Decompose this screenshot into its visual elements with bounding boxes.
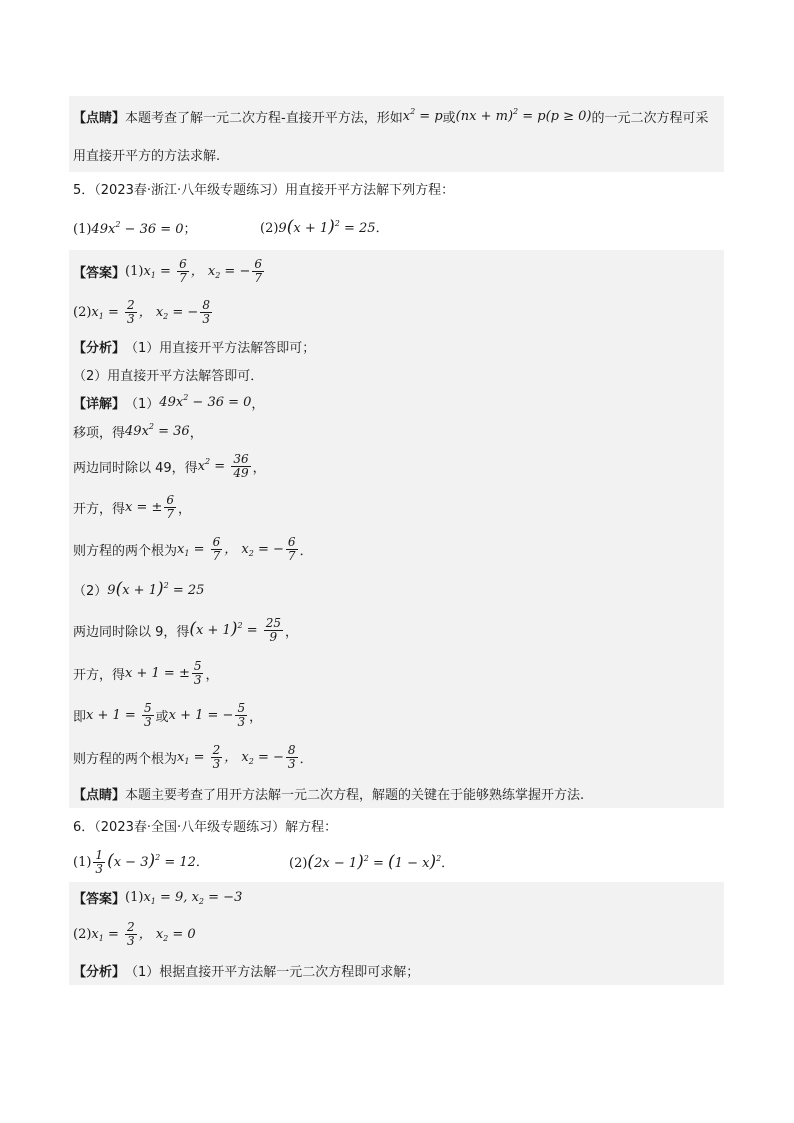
q5-detail-sqrt2: 开方，得 x + 1 = ± $\frac{5}{3}$ ， (69, 652, 724, 694)
q5-detail-ji: 即 x + 1 = $\frac{5}{3}$ 或 x + 1 = − $\frac{5}{3}$ ， (69, 694, 724, 736)
q6-answer-2 (69, 913, 724, 955)
detail-eq-1: $49x^2 - 36 = 0$ (159, 393, 252, 410)
detail-eq-sqrt: x = ± $\frac{6}{7}$ (125, 493, 175, 521)
note-section-1-cont (69, 136, 724, 172)
q6-analysis-1-text: （1）根据直接开平方法解一元二次方程即可求解； (125, 964, 420, 980)
note-tag: 【点睛】 (73, 110, 126, 126)
q5-detail-roots2: 则方程的两个根为 $x_1$ = $\frac{2}{3}$ ， $x_2$ = − $\frac{8}{3}$ ． (69, 736, 724, 778)
q6-answer-2-equation: $x_1$ = $\frac{2}{3}$ ， $x_2 = 0$ (91, 919, 196, 948)
question-6-title (69, 808, 724, 842)
q5-answer-2 (69, 292, 724, 332)
question-5-problems (69, 204, 724, 250)
q6-answer-2-label: (2) (73, 926, 92, 942)
question-5-title (69, 172, 724, 204)
q5-detail-1: 【详解】 （1） $49x^2 - 36 = 0$ ， (69, 388, 724, 417)
q5-detail-divide: 两边同时除以 49，得 $x^2$ = $\frac{36}{49}$ ， (69, 446, 724, 487)
question-5-title-text: 5．（2023春·浙江·八年级专题练习）用直接开平方法解下列方程： (73, 182, 455, 198)
q6-analysis-1 (69, 955, 724, 985)
q5-p1-tail: ； (183, 221, 197, 237)
note-text-or: 或 (442, 110, 456, 126)
q5-detail-divide9: 两边同时除以 9，得 $(x + 1)^2$ = $\frac{25}{9}$ ， (69, 608, 724, 652)
q6-answer-tag: 【答案】 (73, 892, 126, 907)
detail-move-text: 移项，得 (73, 426, 126, 441)
note-text-a: 本题考查了解一元二次方程-直接开平方法，形如 (125, 110, 403, 126)
q5-p1-label: (1) (73, 221, 92, 237)
detail-tag: 【详解】 (73, 397, 126, 412)
q6-answer-1-label: (1) (125, 890, 144, 905)
detail-part-2: （2） (73, 583, 108, 599)
detail-roots-text: 则方程的两个根为 (73, 543, 178, 559)
q5-analysis-2 (69, 360, 724, 388)
question-6-title-text: 6．（2023春·全国·八年级专题练习）解方程： (73, 819, 338, 835)
analysis-tag: 【分析】 (73, 340, 126, 356)
q6-p2-tail: ． (441, 856, 455, 871)
answer-1-label: (1) (125, 263, 144, 279)
q5-p1 (73, 218, 260, 237)
q5-p1-equation: $49x^2 - 36 = 0$ (91, 219, 184, 237)
detail-eq-ji-1: x + 1 = $\frac{5}{3}$ (86, 700, 152, 729)
formula-nx-m-squared: (nx + m)$^2$ = p(p ≥ 0) (455, 106, 592, 124)
q5-answer-1 (69, 250, 724, 292)
q5-detail-sqrt: 开方，得 x = ± $\frac{6}{7}$ ， (69, 487, 724, 528)
q5-p2-tail: ． (375, 221, 389, 236)
q5-p2 (260, 217, 389, 237)
answer-2-equation: $x_1$ = $\frac{2}{3}$ ， $x_2$ = − $\frac{8}{3}$ (91, 297, 210, 326)
detail-roots2-text: 则方程的两个根为 (73, 751, 178, 767)
analysis-2-text: （2）用直接开平方法解答即可． (73, 368, 264, 384)
detail-eq-2: $9(x + 1)^2 = 25$ (107, 579, 205, 599)
note-text-c: 用直接开平方的方法求解. (73, 148, 221, 164)
detail-ji-text: 即 (73, 709, 87, 725)
detail-or-text: 或 (155, 709, 169, 725)
formula-x2-eq-p: $x^2 = p$ (402, 106, 443, 124)
detail-divide9-text: 两边同时除以 9，得 (73, 624, 190, 640)
analysis-1-text: （1）用直接开平方法解答即可； (125, 340, 316, 356)
detail-eq-divide9: $(x + 1)^2$ = $\frac{25}{9}$ (189, 615, 282, 644)
q5-detail-move: 移项，得 $49x^2 = 36$ ， (69, 417, 724, 446)
detail-sqrt-text: 开方，得 (73, 502, 126, 517)
q6-analysis-tag: 【分析】 (73, 964, 126, 980)
note-text-b: 的一元二次方程可采 (591, 110, 709, 126)
q6-p2 (289, 852, 454, 872)
document-page (69, 96, 724, 985)
question-6-problems (69, 842, 724, 882)
note-text-2: 本题主要考查了用开方法解一元二次方程，解题的关键在于能够熟练掌握开方法. (125, 787, 585, 803)
detail-eq-roots2: $x_1$ = $\frac{2}{3}$ ， $x_2$ = − $\frac{8}{3}$ (177, 742, 296, 771)
q6-p1-label: (1) (73, 854, 92, 870)
q5-detail-2 (69, 570, 724, 608)
q5-p2-equation: $9(x + 1)^2 = 25$ (278, 217, 376, 237)
q5-note (69, 778, 724, 808)
detail-eq-move: $49x^2 = 36$ (125, 422, 190, 439)
q6-p1-tail: ． (195, 854, 209, 870)
q5-detail-roots: 则方程的两个根为 $x_1$ = $\frac{6}{7}$ ， $x_2$ = − $\frac{6}{7}$ ． (69, 528, 724, 570)
q6-p1 (73, 849, 289, 876)
detail-eq-ji-2: x + 1 = − $\frac{5}{3}$ (168, 700, 246, 729)
detail-divide-text: 两边同时除以 49，得 (73, 461, 198, 476)
answer-2-label: (2) (73, 304, 92, 320)
detail-sqrt2-text: 开方，得 (73, 667, 126, 683)
q5-analysis-1 (69, 332, 724, 360)
answer-tag: 【答案】 (73, 265, 126, 281)
detail-eq-sqrt2: x + 1 = ± $\frac{5}{3}$ (125, 658, 202, 687)
detail-eq-roots: $x_1$ = $\frac{6}{7}$ ， $x_2$ = − $\frac{6}{7}$ (177, 534, 296, 563)
note-section-1 (69, 96, 724, 136)
q6-answer-1 (69, 882, 724, 913)
q6-answer-1-equation: $x_1 = 9$, $x_2 = -3$ (143, 890, 243, 906)
detail-eq-divide: $x^2$ = $\frac{36}{49}$ (197, 452, 249, 480)
q5-p2-label: (2) (260, 221, 279, 236)
answer-1-equation: $x_1$ = $\frac{6}{7}$ ， $x_2$ = − $\frac{6}{7}$ (143, 256, 262, 285)
q6-p2-equation: $(2x - 1)^2 = (1 - x)^2$ (307, 852, 442, 872)
note-tag-2: 【点睛】 (73, 787, 126, 803)
q6-p2-label: (2) (289, 856, 308, 871)
q6-p1-equation: $\frac{1}{3}$ $(x - 3)^2 = 12$ (95, 847, 196, 876)
detail-part-1: （1） (125, 397, 160, 412)
